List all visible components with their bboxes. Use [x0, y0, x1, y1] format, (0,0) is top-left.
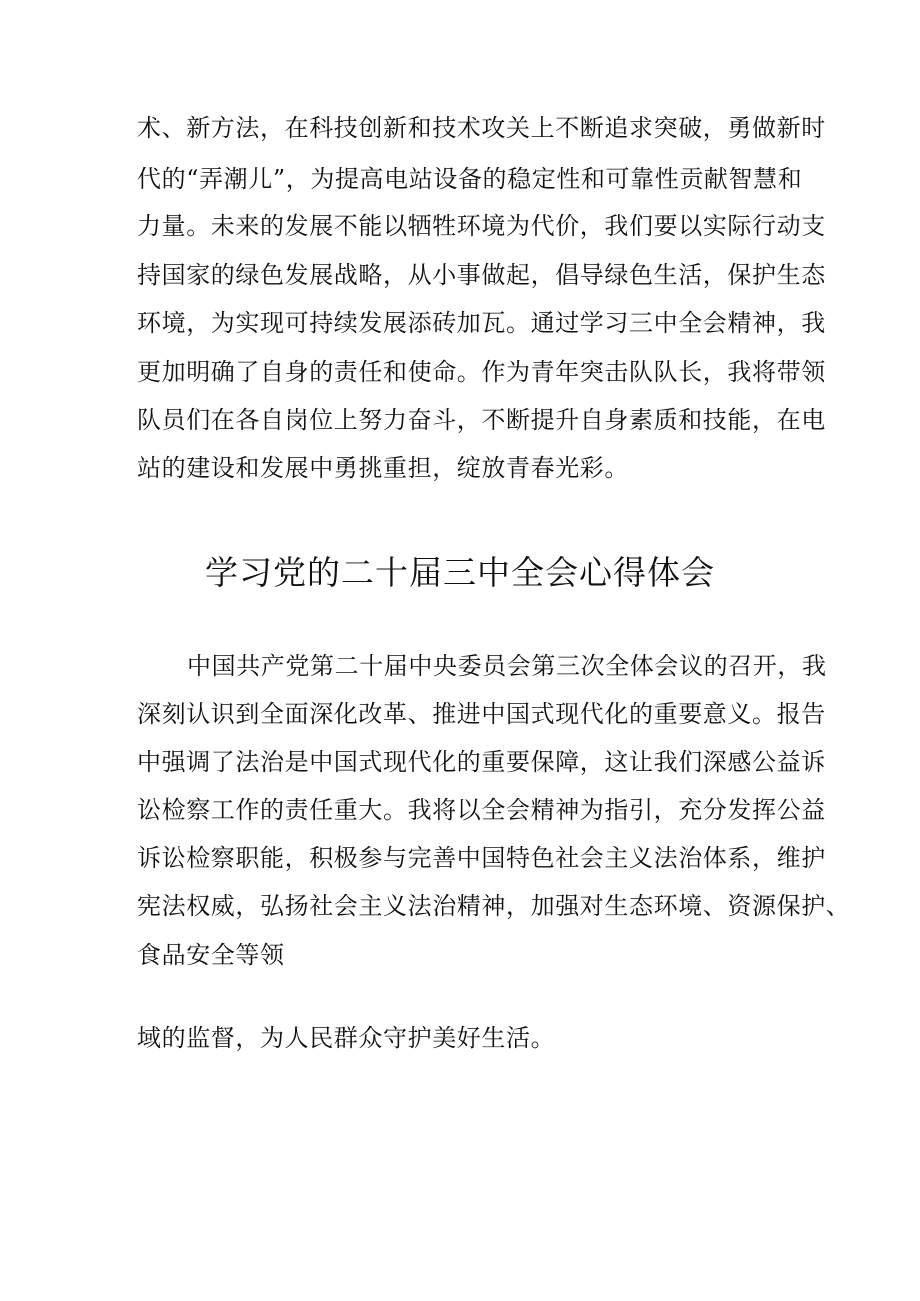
- paragraph-line: 宪法权威，弘扬社会主义法治精神，加强对生态环境、资源保护、: [137, 892, 851, 920]
- paragraph-line: 食品安全等领: [137, 941, 285, 969]
- paragraph-line: 站的建设和发展中勇挑重担，绽放青春光彩。: [137, 454, 629, 482]
- paragraph-line: 术、新方法，在科技创新和技术攻关上不断追求突破，勇做新时: [137, 114, 826, 142]
- paragraph-line: 中国共产党第二十届中央委员会第三次全体会议的召开，我: [187, 652, 827, 680]
- paragraph-line: 代的“弄潮儿”，为提高电站设备的稳定性和可靠性贡献智慧和: [137, 165, 803, 193]
- paragraph-continuation: 域的监督，为人民群众守护美好生活。: [137, 1024, 556, 1052]
- paragraph-line: 环境，为实现可持续发展添砖加瓦。通过学习三中全会精神，我: [137, 309, 826, 337]
- paragraph-line: 队员们在各自岗位上努力奋斗，不断提升自身素质和技能，在电: [137, 406, 826, 434]
- page-title: 学习党的二十届三中全会心得体会: [205, 553, 715, 592]
- paragraph-line: 深刻认识到全面深化改革、推进中国式现代化的重要意义。报告: [137, 700, 826, 728]
- paragraph-line: 讼检察工作的责任重大。我将以全会精神为指引，充分发挥公益: [137, 796, 826, 824]
- paragraph-line: 持国家的绿色发展战略，从小事做起，倡导绿色生活，保护生态: [137, 261, 826, 289]
- paragraph-line: 诉讼检察职能，积极参与完善中国特色社会主义法治体系，维护: [137, 844, 826, 872]
- paragraph-line: 更加明确了自身的责任和使命。作为青年突击队队长，我将带领: [137, 358, 826, 386]
- paragraph-line: 中强调了法治是中国式现代化的重要保障，这让我们深感公益诉: [137, 748, 826, 776]
- paragraph-line: 力量。未来的发展不能以牺牲环境为代价，我们要以实际行动支: [137, 212, 826, 240]
